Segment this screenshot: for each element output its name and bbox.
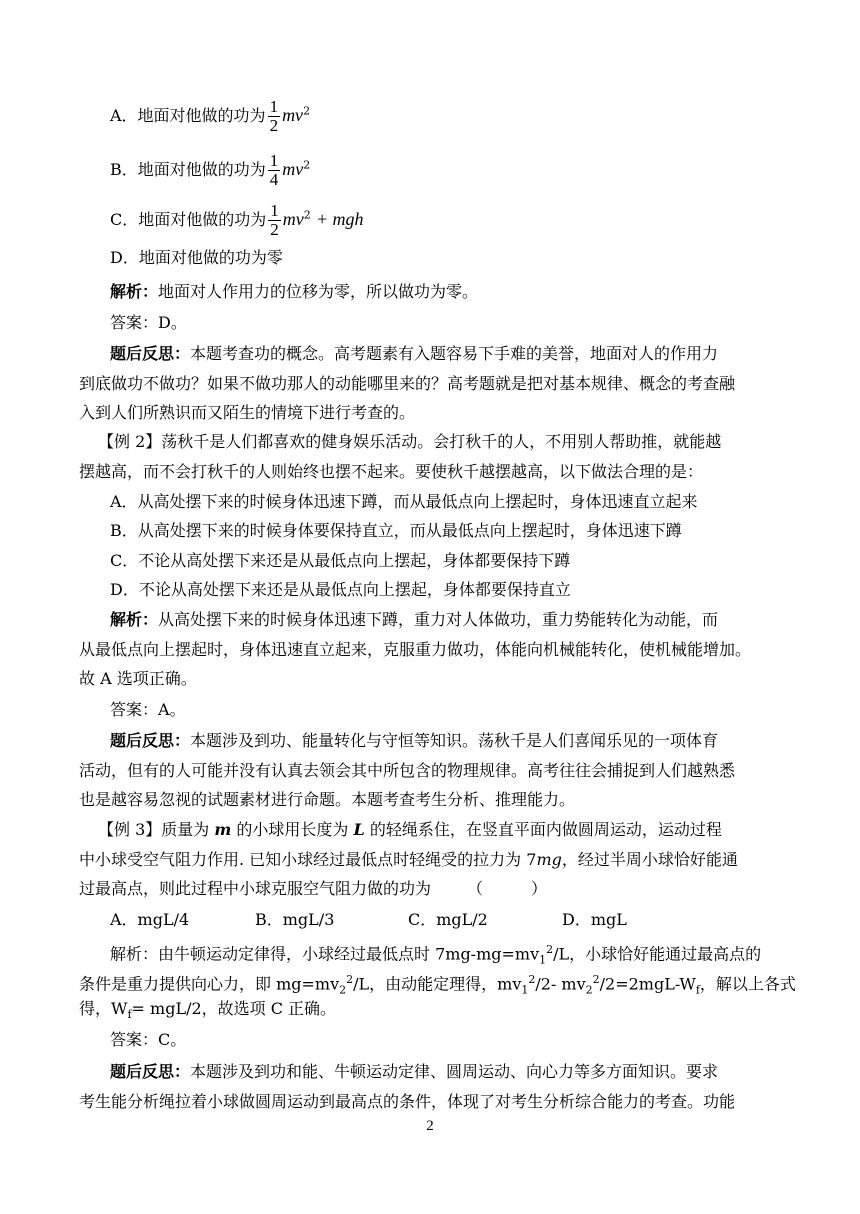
option-a: A．从高处摆下来的时候身体迅速下蹲，而从最低点向上摆起时，身体迅速直立起来 (110, 492, 698, 511)
analysis-line: 从最低点向上摆起时，身体迅速直立起来，克服重力做功，体能向机械能转化，使机械能增加。 (79, 640, 752, 659)
math-expr: mv (282, 209, 304, 229)
reflection: 题后反思：本题考查功的概念。高考题素有入题容易下手难的美誉，地面对人的作用力 (110, 344, 719, 363)
math-expr: mv (282, 105, 304, 125)
page-number: 2 (426, 1118, 434, 1134)
option-text: C．地面对他做的功为 (110, 210, 267, 229)
option-b: B．mgL/3 (255, 910, 335, 929)
example-2-text: 摆越高，而不会打秋千的人则始终也摆不起来。要使秋千越摆越高，以下做法合理的是： (79, 462, 704, 481)
analysis: 解析：从高处摆下来的时候身体迅速下蹲，重力对人体做功，重力势能转化为动能，而 (110, 610, 719, 629)
example-3-text: 中小球受空气阻力作用. 已知小球经过最低点时轻绳受的拉力为 7mg，经过半周小球恰好能通 (79, 850, 738, 869)
example-3-text: 【例 3】质量为 m 的小球用长度为 L 的轻绳系住，在竖直平面内做圆周运动，运动过程 (98, 820, 722, 839)
reflection-line: 活动，但有的人可能并没有认真去领会其中所包含的物理规律。高考往往会捕捉到人们越熟悉 (79, 761, 736, 780)
analysis-line: 故 A 选项正确。 (79, 669, 197, 688)
option-a (110, 98, 310, 135)
fraction: $\frac{1}{2}$ (269, 97, 279, 135)
reflection: 题后反思：本题涉及到功和能、牛顿运动定律、圆周运动、向心力等多方面知识。要求 (110, 1062, 719, 1081)
fraction: $\frac{1}{2}$ (270, 201, 279, 239)
analysis-line: 得，$W_f= mgL/2$，故选项 C 正确。 (79, 999, 337, 1022)
option-c: C．不论从高处摆下来还是从最低点向上摆起，身体都要保持下蹲 (110, 551, 571, 570)
option-text: B．地面对他做的功为 (110, 160, 266, 179)
analysis: 解析：地面对人作用力的位移为零，所以做功为零。 (110, 282, 479, 301)
option-c (110, 202, 364, 239)
answer: 答案：C。 (110, 1030, 187, 1049)
reflection-line: 考生能分析绳拉着小球做圆周运动到最高点的条件，体现了对考生分析综合能力的考查。功能 (79, 1092, 736, 1111)
answer: 答案：D。 (110, 313, 187, 332)
analysis-line: 条件是重力提供向心力，即 $mg=mv_2^2/L$，由动能定理得，$mv_1^2/2-$ $mv_2^2/2=2mgL-W_f$，解以上各式 (79, 973, 796, 997)
reflection-line: 也是越容易忽视的试题素材进行命题。本题考查考生分析、推理能力。 (79, 790, 576, 809)
reflection-line: 入到人们所熟识而又陌生的情境下进行考查的。 (79, 403, 416, 422)
option-d: D．mgL (562, 910, 627, 929)
fraction: $\frac{1}{4}$ (269, 151, 279, 189)
example-2-text: 【例 2】荡秋千是人们都喜欢的健身娱乐活动。会打秋千的人，不用别人帮助推，就能越 (98, 432, 722, 451)
superscript: 2 (303, 104, 311, 118)
option-c: C．mgL/2 (408, 910, 488, 929)
option-d: D．地面对他做的功为零 (110, 248, 283, 267)
option-d: D．不论从高处摆下来还是从最低点向上摆起，身体都要保持直立 (110, 580, 571, 599)
option-a: A．mgL/4 (110, 910, 190, 929)
example-3-text: 过最高点，则此过程中小球克服空气阻力做的功为 （ ） (79, 879, 548, 898)
reflection-line: 到底做功不做功？如果不做功那人的动能哪里来的？高考题就是把对基本规律、概念的考查融 (79, 374, 736, 393)
math-expr: + mgh (315, 209, 364, 229)
answer: 答案：A。 (110, 700, 186, 719)
superscript: 2 (303, 158, 311, 172)
superscript: 2 (303, 208, 311, 222)
option-text: A．地面对他做的功为 (110, 106, 266, 125)
analysis: 解析：由牛顿运动定律得，小球经过最低点时 $7mg-mg=mv_1^2/L$，小球恰好能通过最高点的 (110, 943, 762, 967)
math-expr: mv (282, 159, 304, 179)
option-b (110, 152, 310, 189)
option-b: B．从高处摆下来的时候身体要保持直立，而从最低点向上摆起时，身体迅速下蹲 (110, 521, 682, 540)
reflection: 题后反思：本题涉及到功、能量转化与守恒等知识。荡秋千是人们喜闻乐见的一项体育 (110, 731, 719, 750)
